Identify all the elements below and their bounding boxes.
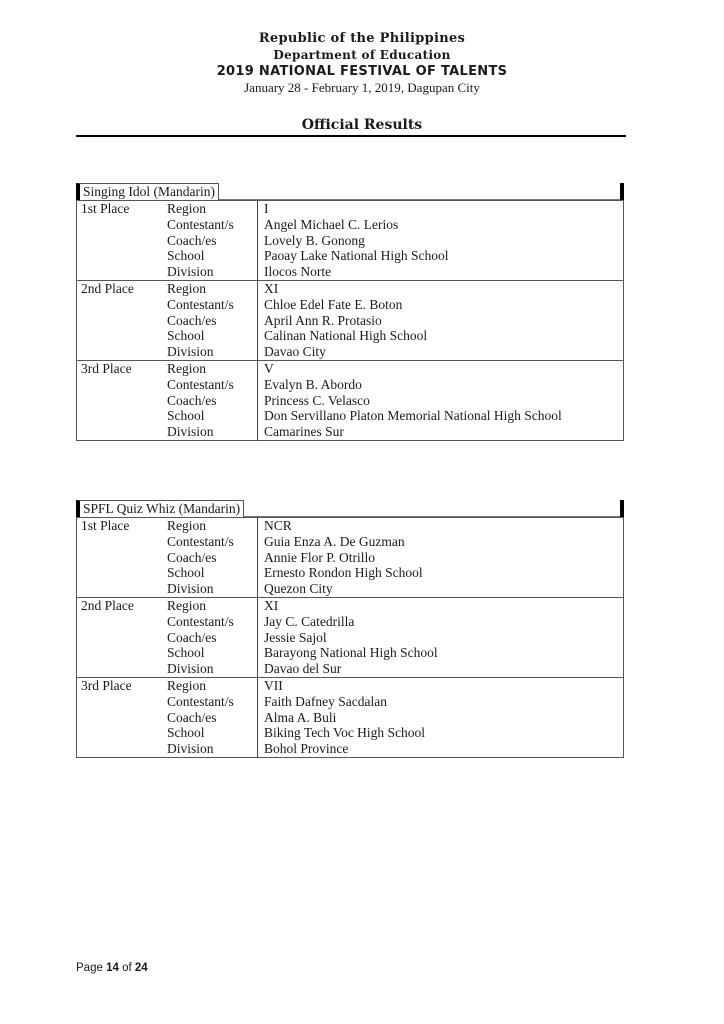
table-row xyxy=(77,725,624,741)
field-value: NCR xyxy=(258,518,624,534)
results-table xyxy=(76,517,624,758)
field-label: School xyxy=(167,248,205,264)
field-label: School xyxy=(167,408,205,424)
table-row xyxy=(77,677,624,693)
field-label: School xyxy=(167,328,205,344)
section-header-endbar xyxy=(620,500,624,517)
field-value: Annie Flor P. Otrillo xyxy=(258,550,624,566)
place-label xyxy=(77,565,164,581)
field-label: Contestant/s xyxy=(167,376,234,392)
table-row xyxy=(77,424,624,440)
table-row xyxy=(77,344,624,360)
field-label: Contestant/s xyxy=(167,216,234,232)
place-label xyxy=(77,313,164,329)
field-label: Contestant/s xyxy=(167,296,234,312)
field-value: XI xyxy=(258,280,624,296)
section-header-rule xyxy=(244,516,624,517)
table-row xyxy=(77,661,624,677)
place-label: 2nd Place xyxy=(77,597,164,613)
field-label: Region xyxy=(163,280,258,296)
table-row xyxy=(77,694,624,710)
table-row xyxy=(77,408,624,424)
table-row xyxy=(77,264,624,280)
table-row xyxy=(77,280,624,296)
table-row xyxy=(77,534,624,550)
place-label xyxy=(77,424,164,440)
table-row xyxy=(77,328,624,344)
field-value: Ernesto Rondon High School xyxy=(258,565,624,581)
results-section-singing-idol xyxy=(76,183,624,441)
section-header xyxy=(76,500,624,517)
table-row xyxy=(77,597,624,613)
place-label: 3rd Place xyxy=(77,360,164,376)
section-title: Singing Idol (Mandarin) xyxy=(76,183,219,200)
table-row xyxy=(77,581,624,597)
field-value: Davao City xyxy=(258,344,624,360)
table-row xyxy=(77,217,624,233)
place-label xyxy=(77,614,164,630)
place-label xyxy=(77,741,164,757)
place-label: 1st Place xyxy=(77,201,164,217)
place-label xyxy=(77,377,164,393)
table-row xyxy=(77,201,624,217)
table-row xyxy=(77,630,624,646)
field-value: Evalyn B. Abordo xyxy=(258,377,624,393)
event-dates: January 28 - February 1, 2019, Dagupan City xyxy=(244,80,480,95)
field-label: Region xyxy=(163,597,258,613)
place-label xyxy=(77,264,164,280)
field-value: Calinan National High School xyxy=(258,328,624,344)
field-label: Contestant/s xyxy=(167,693,234,709)
field-label: School xyxy=(167,645,205,661)
place-label: 3rd Place xyxy=(77,677,164,693)
field-label: Coach/es xyxy=(167,312,217,328)
table-row xyxy=(77,297,624,313)
field-label: Coach/es xyxy=(167,549,217,565)
field-value: Camarines Sur xyxy=(258,424,624,440)
field-label: School xyxy=(167,725,205,741)
table-row xyxy=(77,393,624,409)
total-pages: 24 xyxy=(134,962,148,974)
field-value: Ilocos Norte xyxy=(258,264,624,280)
place-label xyxy=(77,534,164,550)
field-label: Division xyxy=(167,264,214,280)
field-value: I xyxy=(258,201,624,217)
place-label xyxy=(77,217,164,233)
section-header-endbar xyxy=(620,183,624,200)
place-label xyxy=(77,408,164,424)
table-row xyxy=(77,550,624,566)
field-value: Don Servillano Platon Memorial National High School xyxy=(258,408,624,424)
field-label: Coach/es xyxy=(167,629,217,645)
field-label: Coach/es xyxy=(167,709,217,725)
table-row xyxy=(77,313,624,329)
field-value: VII xyxy=(258,677,624,693)
place-label xyxy=(77,297,164,313)
field-value: Angel Michael C. Lerios xyxy=(258,217,624,233)
place-label xyxy=(77,328,164,344)
document-header xyxy=(0,30,724,96)
field-value: Faith Dafney Sacdalan xyxy=(258,694,624,710)
place-label xyxy=(77,393,164,409)
place-label xyxy=(77,630,164,646)
page-label: Page xyxy=(76,962,103,974)
field-value: April Ann R. Protasio xyxy=(258,313,624,329)
place-label xyxy=(77,344,164,360)
department-title: Department of Education xyxy=(273,48,451,62)
field-value: Lovely B. Gonong xyxy=(258,233,624,249)
place-label xyxy=(77,645,164,661)
place-label xyxy=(77,581,164,597)
field-value: Jay C. Catedrilla xyxy=(258,614,624,630)
field-value: Barayong National High School xyxy=(258,645,624,661)
field-value: Alma A. Buli xyxy=(258,710,624,726)
table-row xyxy=(77,710,624,726)
field-label: Region xyxy=(163,201,258,217)
table-row xyxy=(77,233,624,249)
of-label: of xyxy=(122,962,132,974)
field-label: School xyxy=(167,565,205,581)
place-label xyxy=(77,725,164,741)
festival-title: 2019 NATIONAL FESTIVAL OF TALENTS xyxy=(216,64,508,79)
field-value: Princess C. Velasco xyxy=(258,393,624,409)
field-label: Division xyxy=(167,741,214,757)
table-row xyxy=(77,377,624,393)
section-header xyxy=(76,183,624,200)
republic-title: Republic of the Philippines xyxy=(258,31,466,46)
section-title: SPFL Quiz Whiz (Mandarin) xyxy=(76,500,244,517)
title-divider xyxy=(76,135,626,137)
field-value: Jessie Sajol xyxy=(258,630,624,646)
field-label: Region xyxy=(163,360,258,376)
table-row xyxy=(77,248,624,264)
field-value: Bohol Province xyxy=(258,741,624,757)
field-label: Contestant/s xyxy=(167,533,234,549)
results-table xyxy=(76,200,624,441)
results-section-quiz-whiz xyxy=(76,500,624,758)
section-header-rule xyxy=(219,199,624,200)
field-value: Paoay Lake National High School xyxy=(258,248,624,264)
field-value: Guia Enza A. De Guzman xyxy=(258,534,624,550)
place-label xyxy=(77,550,164,566)
table-row xyxy=(77,645,624,661)
field-label: Coach/es xyxy=(167,232,217,248)
field-label: Region xyxy=(163,518,258,534)
field-value: XI xyxy=(258,597,624,613)
page-footer xyxy=(76,962,148,974)
place-label xyxy=(77,233,164,249)
table-row xyxy=(77,518,624,534)
page-number: 14 xyxy=(106,962,119,974)
field-value: Chloe Edel Fate E. Boton xyxy=(258,297,624,313)
field-label: Coach/es xyxy=(167,392,217,408)
field-label: Division xyxy=(167,661,214,677)
results-title: Official Results xyxy=(301,117,423,133)
table-row xyxy=(77,360,624,376)
field-value: Biking Tech Voc High School xyxy=(258,725,624,741)
table-row xyxy=(77,565,624,581)
field-label: Region xyxy=(163,677,258,693)
field-value: Davao del Sur xyxy=(258,661,624,677)
place-label xyxy=(77,710,164,726)
field-label: Contestant/s xyxy=(167,613,234,629)
field-label: Division xyxy=(167,581,214,597)
place-label: 2nd Place xyxy=(77,280,164,296)
table-row xyxy=(77,741,624,757)
place-label xyxy=(77,248,164,264)
place-label xyxy=(77,694,164,710)
field-value: Quezon City xyxy=(258,581,624,597)
field-label: Division xyxy=(167,344,214,360)
table-row xyxy=(77,614,624,630)
field-value: V xyxy=(258,360,624,376)
field-label: Division xyxy=(167,424,214,440)
place-label xyxy=(77,661,164,677)
place-label: 1st Place xyxy=(77,518,164,534)
